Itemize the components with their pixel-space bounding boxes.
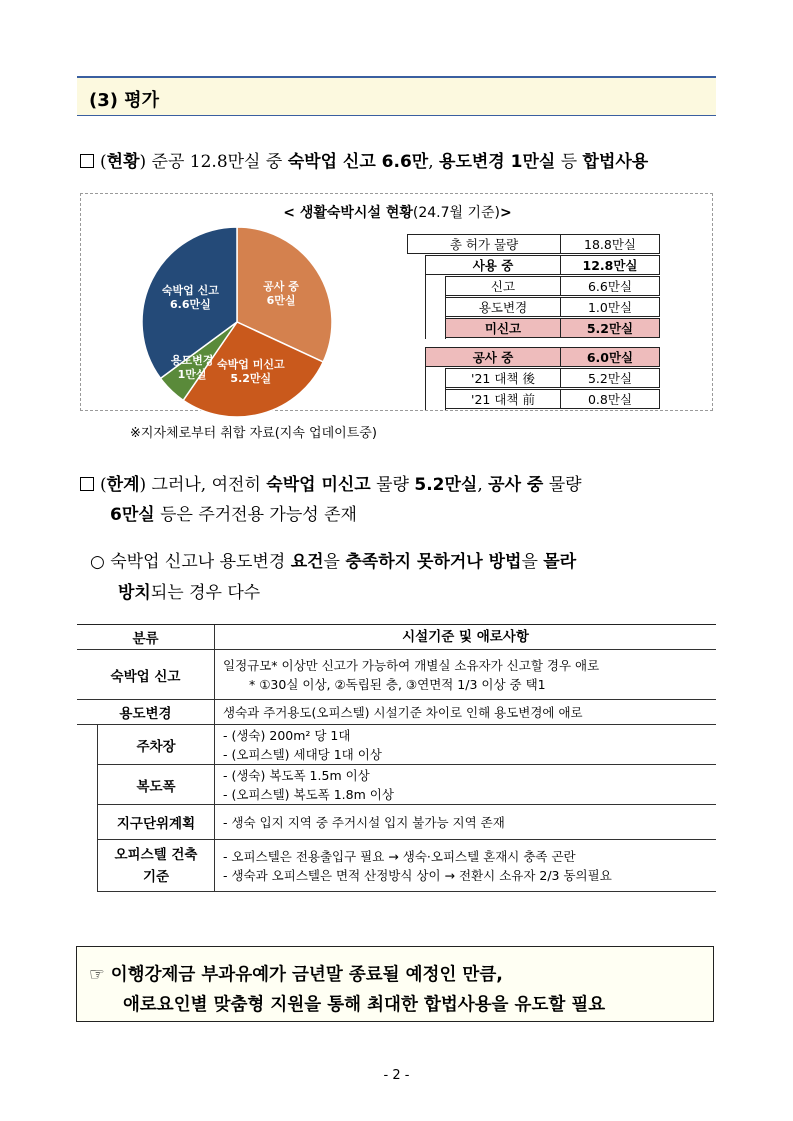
bullet-status: (현황) 준공 12.8만실 중 숙박업 신고 6.6만, 용도변경 1만실 등 합법사용 [80,147,648,172]
table-row [77,700,716,725]
table-description-line: - (오피스텔) 복도폭 1.8m 이상 [223,786,394,802]
stats-label: 미신고 [445,318,561,338]
checkbox-square-icon [80,154,94,168]
criteria-table [77,624,716,892]
table-row [97,805,716,840]
table-description-line: - 생숙 입지 지역 중 주거시설 입지 불가능 지역 존재 [223,814,505,830]
source-note: ※지자체로부터 취합 자료(지속 업데이트중) [130,426,377,441]
callout-line-1: ☞ 이행강제금 부과유예가 금년말 종료될 예정인 만큼, [89,965,503,985]
table-description-line: - 생숙과 오피스텔은 면적 산정방식 상이 → 전환시 소유자 2/3 동의필요 [223,867,612,883]
stats-row [407,255,660,275]
pie-slice-value: 6.6만실 [169,298,211,312]
table-description [215,805,716,839]
table-description-line: 일정규모* 이상만 신고가 가능하여 개별실 소유자가 신고할 경우 애로 [223,657,600,673]
circle-bullet-icon: ○ [90,552,105,572]
group-bracket [445,368,446,410]
table-category: 용도변경 [77,700,215,724]
table-header-row [77,625,716,650]
header-category: 분류 [77,625,215,649]
table-description-line: 생숙과 주거용도(오피스텔) 시설기준 차이로 인해 용도변경에 애로 [223,704,583,720]
bullet-limitation: (한계) 그러나, 여전히 숙박업 미신고 물량 5.2만실, 공사 중 물량 [80,470,582,495]
table-category: 숙박업 신고 [77,650,215,699]
pie-slice-value: 5.2만실 [230,372,272,386]
table-description-line: - (오피스텔) 세대당 1대 이상 [223,746,382,762]
table-category: 지구단위계획 [97,805,215,839]
stats-value: 12.8만실 [561,255,660,275]
stats-label: 신고 [445,276,561,296]
pie-slice-value: 6만실 [266,293,296,307]
group-bracket [445,276,446,339]
chart-title: < 생활숙박시설 현황(24.7월 기준)> [283,205,512,221]
checkbox-square-icon [80,477,94,491]
group-bracket [425,255,426,339]
table-row [97,765,716,805]
page-number: - 2 - [383,1068,410,1083]
stats-label: 사용 중 [425,255,561,275]
bullet-limitation-line2: 6만실 등은 주거전용 가능성 존재 [110,505,357,525]
table-description-line: * ①30실 이상, ②독립된 층, ③연면적 1/3 이상 중 택1 [249,676,546,692]
stats-value: 6.0만실 [561,347,660,367]
table-description-line: - 오피스텔은 전용출입구 필요 → 생숙·오피스텔 혼재시 충족 곤란 [223,848,576,864]
section-header [77,76,716,116]
table-description [215,840,716,891]
sub-bullet: ○ 숙박업 신고나 용도변경 요건을 충족하지 못하거나 방법을 몰라 [90,552,577,572]
stats-value: 6.6만실 [561,276,660,296]
stats-value: 5.2만실 [561,368,660,388]
pie-slice-name: 공사 중 [263,279,299,293]
section-title: (3) 평가 [89,90,160,111]
pie-label-3 [150,284,230,312]
table-category: 오피스텔 건축기준 [97,840,215,891]
table-category: 복도폭 [97,765,215,804]
table-description [215,765,716,804]
sub-bullet-line2: 방치되는 경우 다수 [118,583,261,603]
chart-panel [80,193,713,411]
stats-value: 5.2만실 [561,318,660,338]
table-description-line: - (생숙) 200m² 당 1대 [223,727,351,743]
stats-label: '21 대책 前 [445,389,561,409]
stats-value: 1.0만실 [561,297,660,317]
table-description [215,650,716,699]
stats-label: 공사 중 [425,347,561,367]
stats-label: '21 대책 後 [445,368,561,388]
pie-label-0 [241,280,321,308]
pie-slice-value: 1만실 [177,368,207,382]
callout-line-2: 애로요인별 맞춤형 지원을 통해 최대한 합법사용을 유도할 필요 [123,995,606,1015]
stats-row [407,234,660,254]
table-description-line: - (생숙) 복도폭 1.5m 이상 [223,767,370,783]
table-row [97,840,716,892]
table-row [77,650,716,700]
group-bracket [425,347,426,410]
stats-row [407,347,660,367]
stats-label: 용도변경 [445,297,561,317]
header-description: 시설기준 및 애로사항 [402,628,529,645]
table-description [215,725,716,764]
pie-label-2 [152,354,232,382]
stats-label: 총 허가 물량 [407,234,561,254]
pie-slice-name: 용도변경 [170,354,214,368]
table-description [215,700,716,724]
callout-box [76,946,714,1022]
pie-slice-name: 숙박업 신고 [161,284,219,298]
table-category: 주차장 [97,725,215,764]
stats-value: 0.8만실 [561,389,660,409]
stats-value: 18.8만실 [561,234,660,254]
table-row [97,725,716,765]
pie-slice-name: 숙박업 미신고 [217,358,285,372]
pie-labels [137,225,337,417]
